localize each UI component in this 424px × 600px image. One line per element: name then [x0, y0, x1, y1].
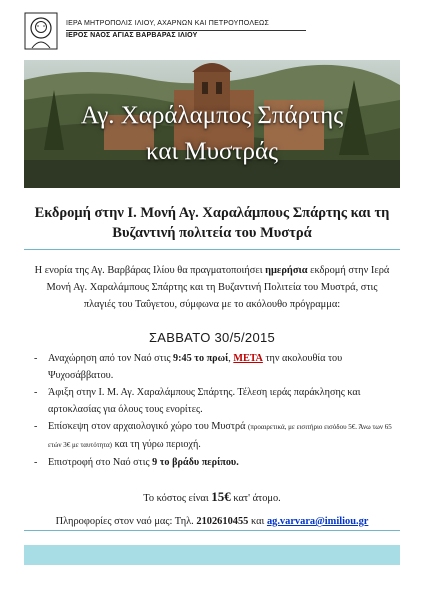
list-item: - Αναχώρηση από τον Ναό στις 9:45 το πρωί, ΜΕΤΑ την ακολουθία του Ψυχοσάββατου. [34, 353, 343, 381]
cost-amount: 15€ [211, 489, 231, 504]
footer-bar [24, 545, 400, 565]
divider [24, 530, 400, 531]
header-divider [66, 30, 306, 31]
header-metropolis: ΙΕΡΑ ΜΗΤΡΟΠΟΛΙΣ ΙΛΙΟΥ, ΑΧΑΡΝΩΝ ΚΑΙ ΠΕΤΡΟΥΠΟΛΕΩΣ [66, 20, 270, 27]
list-item: - Επίσκεψη στον αρχαιολογικό χώρο του Μυστρά (προαιρετικά, με εισιτήριο εισόδου 5€. Άνω των 65 ετών 3€ με ταυτότητα) και τη γύρω περιοχή. [34, 421, 392, 450]
header [24, 12, 404, 52]
contact-info: Πληροφορίες στον ναό μας: Τηλ. 2102610455 και ag.varvara@imiliou.gr [55, 516, 369, 527]
header-church: ΙΕΡΟΣ ΝΑΟΣ ΑΓΙΑΣ ΒΑΡΒΑΡΑΣ ΙΛΙΟΥ [66, 32, 198, 39]
event-date: ΣΑΒΒΑΤΟ 30/5/2015 [148, 330, 276, 345]
intro-text-1: Η ενορία της Αγ. Βαρβάρας Ιλίου θα πραγματοποιήσει [34, 265, 266, 276]
intro-text-2: εκδρομή στην Ιερά Μονή Αγ. Χαραλάμπους Σπάρτης και τη Βυζαντινή Πολιτεία του Μυστρά, στις πλαγιές του Ταΰγετου, σύμφωνα με το ακόλουθο πρόγραμμα: [46, 265, 390, 310]
after-highlight: ΜΕΤΑ [233, 353, 263, 364]
divider [24, 249, 400, 250]
banner-title-line2: και Μυστράς [145, 138, 279, 165]
subtitle: Εκδρομή στην Ι. Μονή Αγ. Χαραλάμπους Σπάρτης και τη Βυζαντινή πολιτεία του Μυστρά [34, 205, 390, 241]
cost-line: Το κόστος είναι 15€ κατ' άτομο. [143, 489, 281, 504]
list-item: - Άφιξη στην Ι. Μ. Αγ. Χαραλάμπους Σπάρτης. Τέλεση ιεράς παράκλησης και αρτοκλασίας για όλους τους ενορίτες. [34, 387, 361, 415]
banner-title-line1: Αγ. Χαράλαμπος Σπάρτης [80, 102, 344, 129]
saint-portrait-icon [24, 12, 58, 50]
schedule-list [34, 350, 394, 471]
banner-image [24, 60, 400, 188]
intro-bold: ημερήσια [265, 265, 308, 276]
list-item: - Επιστροφή στο Ναό στις 9 το βράδυ περίπου. [34, 457, 239, 468]
intro-paragraph [30, 262, 394, 313]
email-link[interactable]: ag.varvara@imiliou.gr [266, 516, 369, 527]
phone-number: 2102610455 [196, 516, 249, 527]
